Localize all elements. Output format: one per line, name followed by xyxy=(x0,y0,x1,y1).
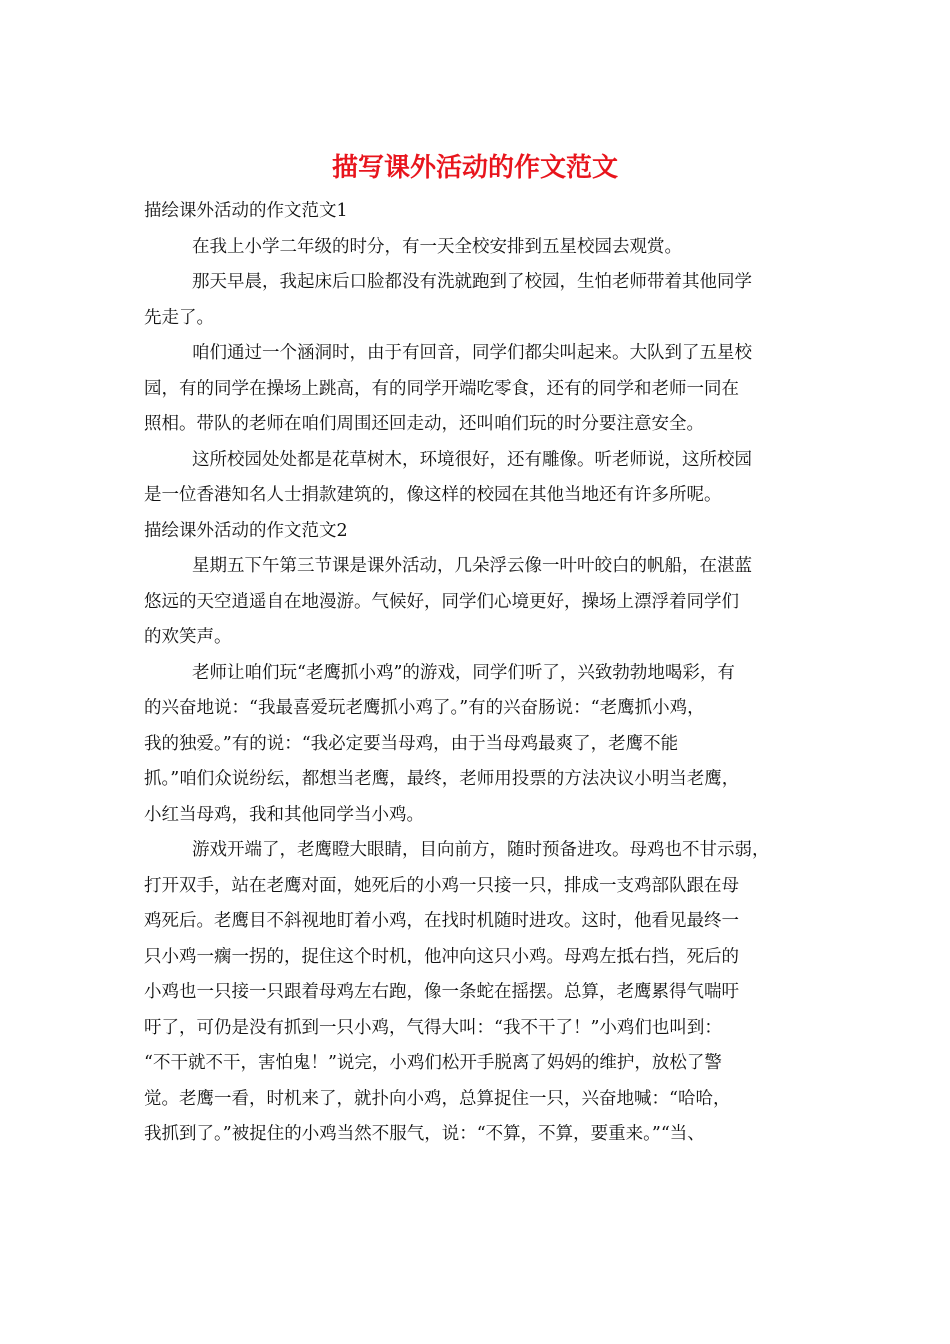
text-line: 园，有的同学在操场上跳高，有的同学开端吃零食，还有的同学和老师一同在 xyxy=(144,378,739,399)
text-line: 我的独爱。”有的说：“我必定要当母鸡，由于当母鸡最爽了，老鹰不能 xyxy=(144,733,679,754)
text-line: 吁了，可仍是没有抓到一只小鸡，气得大叫：“我不干了！”小鸡们也叫到： xyxy=(144,1017,722,1038)
document-title: 描写课外活动的作文范文 xyxy=(331,153,618,183)
text-line: 是一位香港知名人士捐款建筑的，像这样的校园在其他当地还有许多所呢。 xyxy=(144,485,722,505)
text-line: 只小鸡一瘸一拐的，捉住这个时机，他冲向这只小鸡。母鸡左抵右挡，死后的 xyxy=(144,946,739,967)
text-line: 那天早晨，我起床后口脸都没有洗就跑到了校园，生怕老师带着其他同学 xyxy=(192,272,752,292)
text-line: 咱们通过一个涵洞时，由于有回音，同学们都尖叫起来。大队到了五星校 xyxy=(192,343,752,363)
text-line: 小鸡也一只接一只跟着母鸡左右跑，像一条蛇在摇摆。总算，老鹰累得气喘吁 xyxy=(144,982,739,1002)
text-line: 老师让咱们玩“老鹰抓小鸡”的游戏，同学们听了，兴致勃勃地喝彩，有 xyxy=(192,662,735,683)
text-line: 小红当母鸡，我和其他同学当小鸡。 xyxy=(144,804,424,825)
text-line: 描绘课外活动的作文范文1 xyxy=(144,201,348,221)
text-line: 这所校园处处都是花草树木，环境很好，还有雕像。听老师说，这所校园 xyxy=(192,449,752,470)
text-line: 我抓到了。”被捉住的小鸡当然不服气，说：“不算，不算，要重来。”“当、 xyxy=(144,1124,705,1144)
text-line: 先走了。 xyxy=(144,307,214,328)
text-line: 描绘课外活动的作文范文2 xyxy=(144,520,348,541)
text-line: 打开双手，站在老鹰对面，她死后的小鸡一只接一只，排成一支鸡部队跟在母 xyxy=(144,875,739,896)
text-line: 悠远的天空逍遥自在地漫游。气候好，同学们心境更好，操场上漂浮着同学们 xyxy=(144,591,739,612)
text-line: 星期五下午第三节课是课外活动，几朵浮云像一叶叶皎白的帆船，在湛蓝 xyxy=(192,556,752,576)
document-body xyxy=(144,194,816,1153)
text-line: 的欢笑声。 xyxy=(144,627,232,647)
text-line: 觉。老鹰一看，时机来了，就扑向小鸡，总算捉住一只，兴奋地喊：“哈哈， xyxy=(144,1088,731,1109)
text-line: 在我上小学二年级的时分，有一天全校安排到五星校园去观赏。 xyxy=(192,236,682,257)
text-line: 鸡死后。老鹰目不斜视地盯着小鸡，在找时机随时进攻。这时，他看见最终一 xyxy=(144,911,739,931)
text-line: 抓。”咱们众说纷纭，都想当老鹰，最终，老师用投票的方法决议小明当老鹰， xyxy=(144,769,740,789)
text-line: 游戏开端了，老鹰瞪大眼睛，目向前方，随时预备进攻。母鸡也不甘示弱， xyxy=(192,840,770,860)
text-line: “不干就不干，害怕鬼！”说完，小鸡们松开手脱离了妈妈的维护，放松了警 xyxy=(144,1053,722,1073)
text-line: 的兴奋地说：“我最喜爱玩老鹰抓小鸡了。”有的兴奋肠说：“老鹰抓小鸡， xyxy=(144,698,705,718)
text-line: 照相。带队的老师在咱们周围还回走动，还叫咱们玩的时分要注意安全。 xyxy=(144,414,704,434)
